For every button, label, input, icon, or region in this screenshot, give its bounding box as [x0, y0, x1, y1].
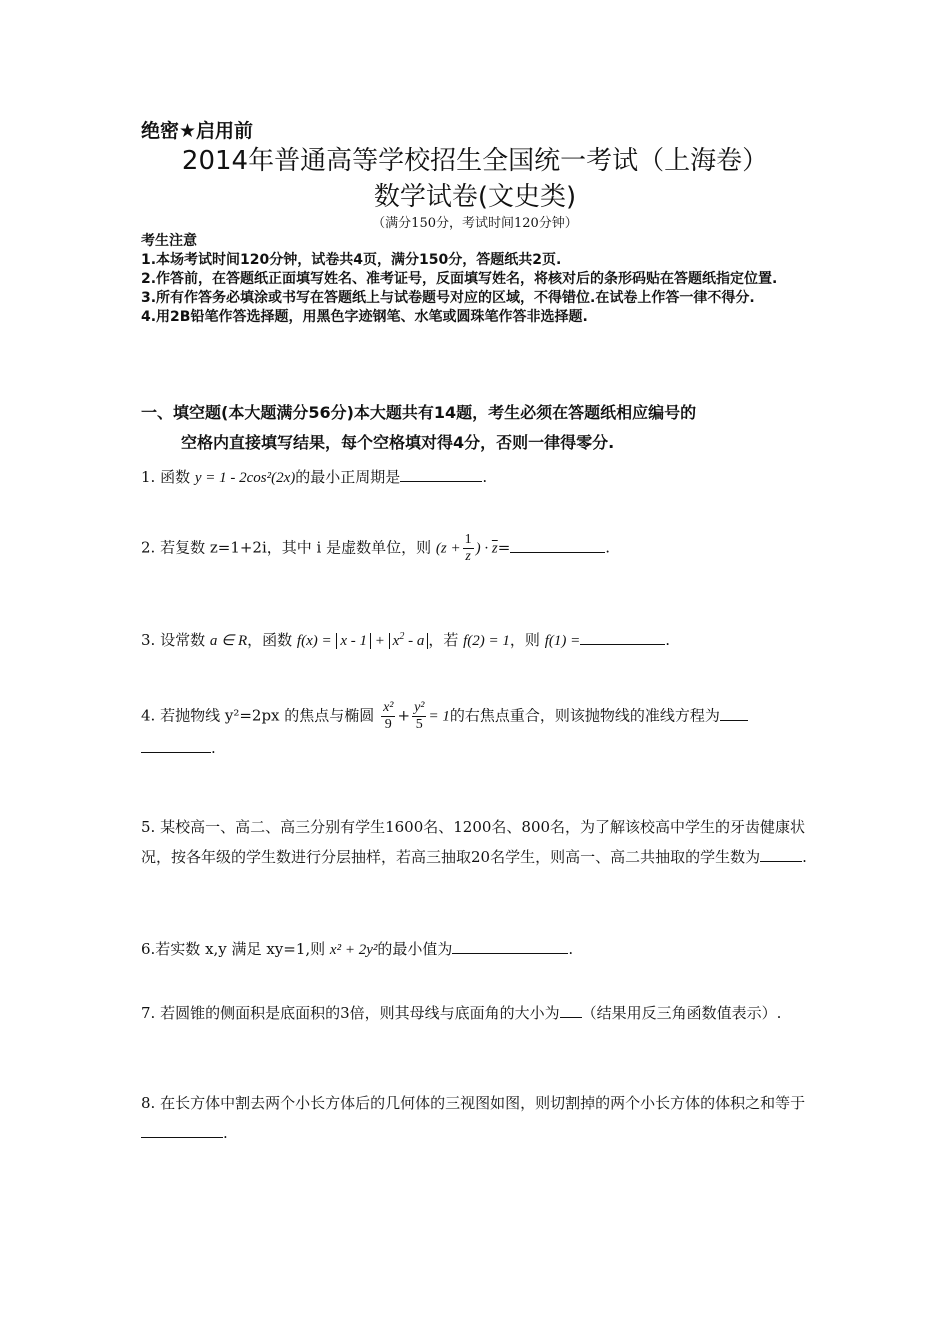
q7-suffix: （结果用反三角函数值表示）. [581, 1004, 782, 1022]
page-title: 2014年普通高等学校招生全国统一考试（上海卷） [181, 146, 769, 176]
answer-blank[interactable] [400, 467, 482, 482]
q3-mid1: ，函数 [247, 631, 293, 649]
answer-blank[interactable] [760, 847, 802, 862]
answer-blank[interactable] [580, 630, 665, 645]
question-5: 5. 某校高一、高二、高三分别有学生1600名、1200名、800名，为了解该校高中学生的牙齿健康状况，按各年级的学生数进行分层抽样，若高三抽取20名学生，则高一、高二共抽取的学生数为 . [141, 818, 807, 866]
candidate-notes [141, 232, 821, 327]
q8-text: 8. 在长方体中割去两个小长方体后的几何体的三视图如图，则切割掉的两个小长方体的体积之和等于 [141, 1094, 806, 1112]
note-item: 4.用2B铅笔作答选择题，用黑色字迹钢笔、水笔或圆珠笔作答非选择题. [141, 309, 588, 325]
page-subtitle: 数学试卷(文史类) [373, 182, 577, 212]
q3-prefix: 3. 设常数 [141, 631, 206, 649]
q3-fx: f(x) = [296, 633, 332, 649]
notes-heading: 考生注意 [141, 233, 197, 249]
answer-blank[interactable] [510, 538, 605, 553]
section-1-heading [141, 398, 821, 458]
q2-prefix: 2. 若复数 z=1+2i，其中 i 是虚数单位，则 [141, 538, 432, 557]
q1-function: y = 1 - 2cos²(2x) [194, 470, 296, 486]
q6-prefix: 6.若实数 x,y 满足 xy=1,则 [141, 940, 326, 958]
q5-text: 5. 某校高一、高二、高三分别有学生1600名、1200名、800名，为了解该校高中学生的牙齿健康状况，按各年级的学生数进行分层抽样，若高三抽取20名学生，则高一、高二共抽取的学生数为 [141, 818, 806, 866]
answer-blank[interactable] [452, 939, 568, 954]
question-7 [141, 998, 821, 1028]
q4-prefix: 4. 若抛物线 y²=2px 的焦点与椭圆 [141, 706, 375, 725]
note-item: 3.所有作答务必填涂或书写在答题纸上与试卷题号对应的区域，不得错位.在试卷上作答一律不得分. [141, 290, 755, 306]
q4-fraction-x: $\frac{\text{x²}}{9}$ [383, 700, 394, 732]
q6-expression: x² + 2y² [329, 942, 378, 958]
question-3: 3. 设常数 a ∈ R，函数 $f(x) = x - 1 + x^2 - a$ ，若 f(2) = 1，则 f(1) = . [141, 631, 671, 649]
section-1-line2: 空格内直接填写结果，每个空格填对得4分，否则一律得零分. [181, 433, 615, 452]
q7-text: 7. 若圆锥的侧面积是底面积的3倍，则其母线与底面角的大小为 [141, 1004, 560, 1022]
answer-blank[interactable] [141, 1123, 223, 1138]
q3-mid3: ，则 [509, 631, 540, 649]
note-item: 1.本场考试时间120分钟，试卷共4页，满分150分，答题纸共2页. [141, 252, 562, 268]
answer-blank-continued[interactable] [141, 738, 211, 753]
q3-condition-a: a ∈ R [209, 633, 248, 649]
question-1: 1. 函数 y = 1 - 2cos²(2x)的最小正周期是 . [141, 468, 488, 486]
answer-blank[interactable] [720, 706, 748, 721]
q1-suffix: 的最小正周期是 [295, 468, 401, 486]
note-item: 2.作答前，在答题纸正面填写姓名、准考证号，反面填写姓名，将核对后的条形码贴在答题纸指定位置. [141, 271, 778, 287]
q2-fraction: $\frac{1}{z}$ [464, 532, 472, 564]
q3-condition-f2: f(2) = 1 [463, 633, 510, 649]
section-1-line1: 一、填空题(本大题满分56分)本大题共有14题，考生必须在答题纸相应编号的 [141, 403, 697, 422]
q4-equals: = 1 [428, 708, 450, 725]
question-4: 4. 若抛物线 y²=2px 的焦点与椭圆 $\frac{\text{x²}}{9}$ + $\frac{\text{y²}}{5}$ = 1的右焦点重合，则该抛物线的准线方程为 . [141, 700, 821, 763]
q6-suffix: 的最小值为 [377, 940, 453, 958]
q3-mid2: ，若 [428, 631, 459, 649]
q3-ask: f(1) = [544, 633, 581, 649]
question-6: 6.若实数 x,y 满足 xy=1,则 x² + 2y²的最小值为 . [141, 940, 574, 958]
score-note: （满分150分，考试时间120分钟） [372, 216, 578, 231]
q2-suffix: = [497, 538, 511, 557]
secret-label: 绝密★启用前 [141, 120, 254, 142]
q4-fraction-y: $\frac{\text{y²}}{5}$ [414, 700, 425, 732]
q1-prefix: 1. 函数 [141, 468, 191, 486]
q4-suffix: 的右焦点重合，则该抛物线的准线方程为 [449, 706, 720, 725]
question-2: 2. 若复数 z=1+2i，其中 i 是虚数单位，则 (z + $\frac{1}{z}$ ) · $\overline{z}=$ . [141, 532, 611, 564]
answer-blank[interactable] [560, 1003, 582, 1018]
question-8: 8. 在长方体中割去两个小长方体后的几何体的三视图如图，则切割掉的两个小长方体的体积之和等于. [141, 1094, 806, 1142]
